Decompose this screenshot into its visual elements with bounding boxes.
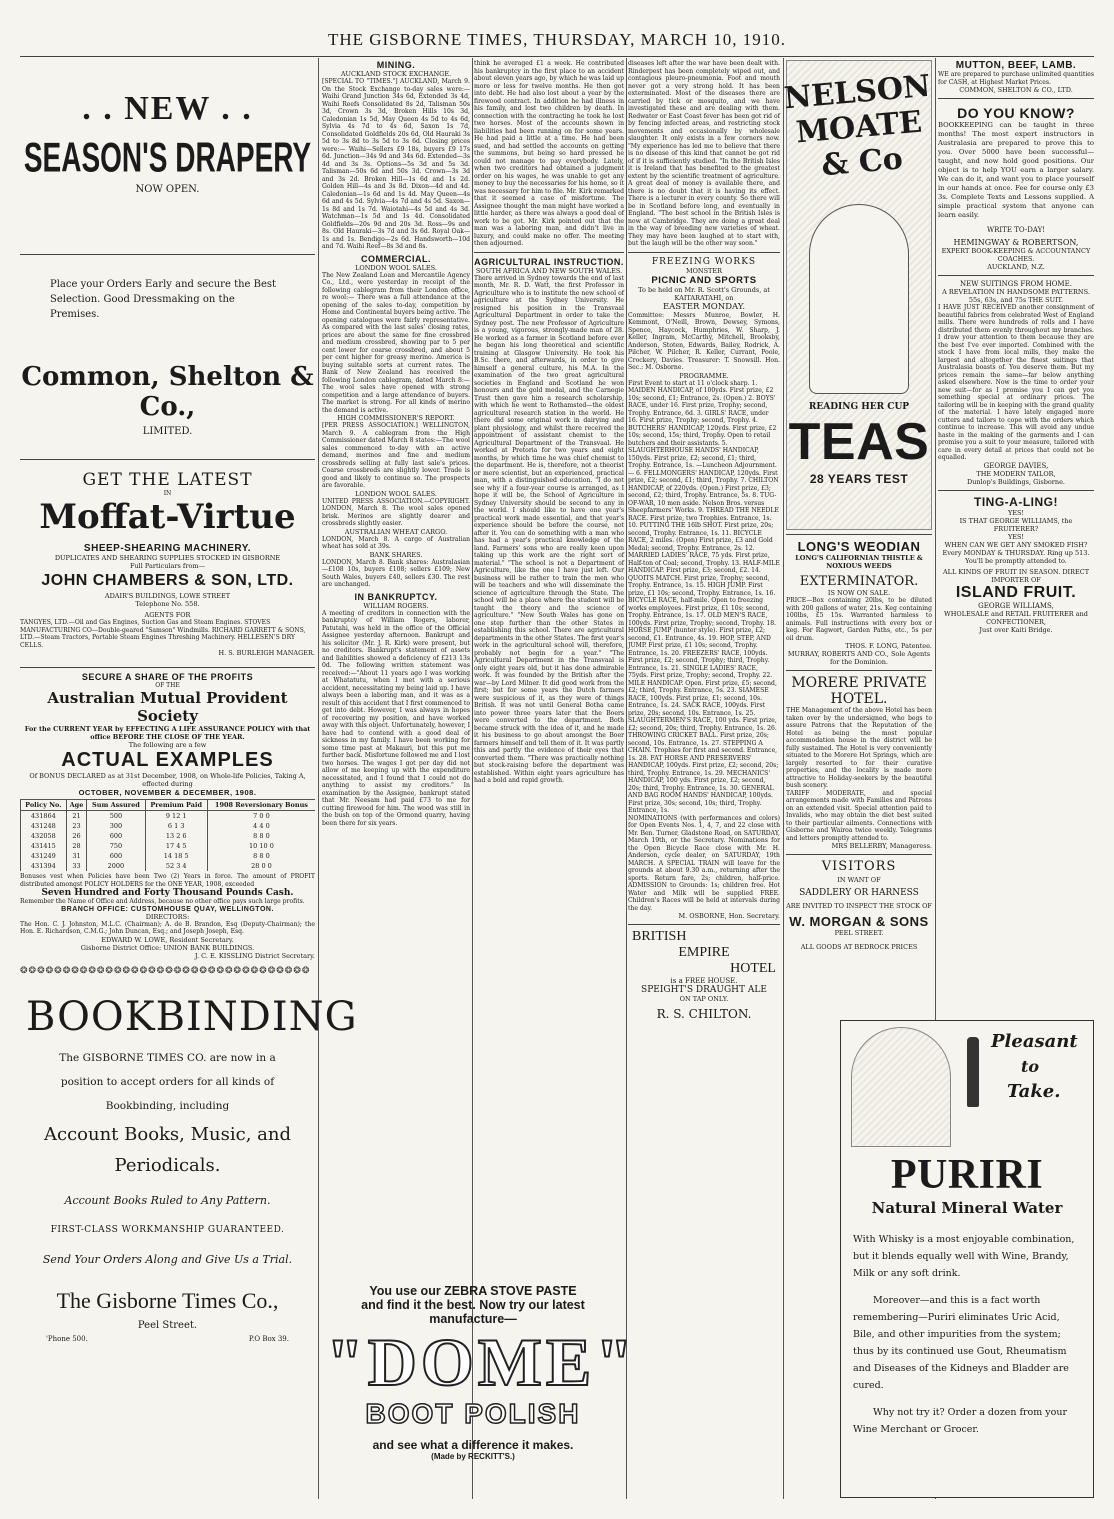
weodian-heading: LONG'S WEODIAN xyxy=(797,539,921,554)
column-4 xyxy=(628,60,780,1499)
amp-table-cell: 750 xyxy=(87,841,145,851)
amp-secure: SECURE A SHARE OF THE PROFITS xyxy=(81,672,254,682)
picnic-ad xyxy=(628,257,780,921)
amp-table-cell: 31 xyxy=(66,851,87,861)
lws-heading: LONDON WOOL SALES. xyxy=(355,489,437,498)
amp-table-cell: 23 xyxy=(66,821,87,831)
dome-logo: "DOME" xyxy=(326,1324,638,1400)
column-2 xyxy=(322,60,470,1259)
empire: EMPIRE xyxy=(678,945,730,960)
bookkeeping-text: BOOKKEEPING can be taught in three months! The most expert instructors in Australasia are prepared to prove this to you. Over 5000 have been successful—taught, and now hold good positions. Our object is to help YOU earn a larger salary. We can do it, and want you to place yourself in our hands at once. Fee for course only £3 3s. Complete Texts and Lessons supplied. A simple practical system that anyone can learn easily. xyxy=(938,121,1094,219)
amp-table-header: Premium Paid xyxy=(145,800,207,811)
common-shelton-ad xyxy=(20,352,315,455)
bookbinding-line: Account Books Ruled to Any Pattern. xyxy=(64,1193,271,1207)
mining-text: [SPECIAL TO "TIMES."] AUCKLAND, March 9. On the Stock Exchange to-day sales were:—Waihi Grand Junction 34s 6d, Extended 3s 4d, Waihi Reefs Consolidated 8s 2d, Talisman 50s 3d, Crown 3s 3d, Broken Hills 10s 3d, Caledonian 1s 5d, May Queen 4s 5d to 4s 6d, Sylvia 4s 7d to 4s 6d, Saxon 1s 7d, Consolidated Goldfields 20s 6d, Old Hauraki 3s 5d to 3s 8d to 3s 5d to 3s 6d. Closing prices were:— Waihi—Sellers £9 18s, buyers £9 17s 6d. Junction—34s 9d and 34s 6d. Extended—3s 4d and 3s 3s. Options—5s 3d and 5s 3d. Talisman—50s 6d and 50s 3d. Crown—3s 3d and 3s 2d. Broken Hill—1s 6d and 1s 2d. Golden Hill—4s and 3s 8d. Dixon—4d and 4d. Caledonian—1s 6d and 1s 4d. May Queen—4s 6d and 4s 5d. Sylvia—4s 7d and 4s 5d. Saxon—1s 8d and 1s 7d. Waiotahi—4s 5d and 4s 3d. Watchman—1s 5d and 1s 4d. Consolidated Goldfields—20s 9d and 20s 3d. Ross—9s and 8s. Old Hauraki—3s 7d and 3s 6d. Royal Oak—1s and 1s. Bendigo—2s 6d. Handsworth—10d and 7d. Waihi Reef—8s 3d and 8s. xyxy=(322,78,470,250)
amp-following: The following are a few xyxy=(128,741,207,749)
amp-directors-label: DIRECTORS: xyxy=(145,912,190,921)
bookbinding-line: Periodicals. xyxy=(114,1154,221,1176)
speights: SPEIGHT'S DRAUGHT ALE xyxy=(641,985,767,995)
drapery-heading: SEASON'S DRAPERY xyxy=(23,134,312,181)
puriri-name: PURIRI xyxy=(890,1152,1044,1198)
rogers-text: A meeting of creditors in connection with the bankruptcy of William Rogers, laborer, Patutahi, was held in the office of the Official Assignee yesterday afternoon. Bankrupt and his solicitor (Mr. J. R. Kirk) were present, but no creditors. Bankrupt's statement of assets and liabilities showed a deficiency of £213 13s 0d. The following written statement was received:—"About 11 years ago I was working at Whatatutu, when I met with a serious accident, necessitating my being laid up. I have always been a laboring man, and it was as a result of this accident that I first commenced to get into debt. However, I was always in hopes of recovering my position, and have worked away with this object. Unfortunately, however, I have had to contend with a good deal of sickness in my family. I have been working for some time past at Makauri, but this put me further back. Misfortune followed me and I lost two horses. The wages I got per day did not allow of me keeping up with the expenditure necessitated, and I found that I could not do anything to assist my creditors." In examination by the Assignee, bankrupt stated that Mr. Neesam had paid £73 to me for cutting firewood for him. The wood was still in the bush on top of the Ormond quarry, having been there for six years. xyxy=(322,609,470,827)
amp-table-row xyxy=(21,851,316,861)
amp-table-cell: 600 xyxy=(87,851,145,861)
bookbinding-company: The Gisborne Times Co., xyxy=(56,1287,279,1313)
mining-heading: MINING. xyxy=(376,60,416,70)
years-test: 28 YEARS TEST xyxy=(809,472,909,486)
amp-table-cell: 9 12 1 xyxy=(145,811,207,822)
yes: YES! xyxy=(1007,508,1025,517)
committee: Committee: Messrs Munroe, Bowler, H. Kemmont, O'Neill, Brown, Dewsey, Symons, Spence, Haycock, Humphries, W. Sharp, J. Keller, Ingram, McCarthy, Mitchell, Brooksby, Anderson, Stoten, Edwards, Bailey, Rodrick, A. Pilcher, W. Pilcher, R. Keller, Currant, Poole, Crockery, Davies. Treasurer: T. Snowsill. Hon. Sec.: M. Osborne. xyxy=(628,311,780,371)
revelation: A REVELATION IN HANDSOME PATTERNS. xyxy=(942,288,1090,296)
amp-table-cell: 26 xyxy=(66,831,87,841)
picnic-heading: PICNIC AND SPORTS xyxy=(651,274,757,286)
weodian-ad xyxy=(786,539,932,666)
moffat-dup: DUPLICATES AND SHEARING SUPPLIES STOCKED IN GISBORNE xyxy=(54,554,281,562)
moffat-agent-list: TANGYES, LTD.—Oil and Gas Engines, Suction Gas and Steam Engines. STOVES MANUFACTURING CO—Double-geared "Samson" Windmills. RICHARD GARRETT & SONS, LTD.—Steam Tractors, Portable Steam Engines Threshing Machinery. HELLESEN'S DRY CELLS. xyxy=(20,619,306,649)
hc-text: [PER PRESS ASSOCIATION.] WELLINGTON, March 9. A cablegram from the High Commissioner dated March 8 states:—The wool sales commenced to-day with an active demand, merinos and fine and medium crossbreds selling at fully last sale's prices. Coarse crossbreds are slightly lower. Trade is good and likely to continue so. The prospects are favorable. xyxy=(322,422,470,489)
rogers-heading: WILLIAM ROGERS. xyxy=(363,601,429,610)
programme: PROGRAMME. xyxy=(679,371,729,380)
column-3 xyxy=(474,60,624,1259)
common-shelton-small: COMMON, SHELTON & CO., LTD. xyxy=(959,86,1073,94)
amp-table-cell: 431248 xyxy=(21,821,67,831)
monster: MONSTER xyxy=(685,266,723,275)
on-tap: ON TAP ONLY. xyxy=(679,995,729,1003)
amp-branch: BRANCH OFFICE: CUSTOMHOUSE QUAY, WELLINGTON. xyxy=(61,905,274,913)
suit-text: I HAVE JUST RECEIVED another consignment of beautiful fabrics from celebrated West of England mills. There were hundreds of rolls and I have distributed them evenly throughout my branches. I draw your attention to them because they are the best I've ever imported. Combined with the stock I have from local mills, they make the largest and altogether the finest suitings that Australasia boasts of. You deserve them. But my prices remain the same—far below anything asked elsewhere. Now is the time to order your new suit—for as I promise you I can get you something special at ordinary prices. The tailoring will be in keeping with the grand quality of the material. I have lately engaged more cutters and tailors to cope with the orders which continue to increase. This will avoid any undue haste in the making of the garments and I can promise you a suit to your measure, tailored with care in every detail at prices that could not be equalled. xyxy=(938,304,1094,461)
island-fruit: ISLAND FRUIT. xyxy=(955,583,1077,601)
amp-table-cell: 13 2 6 xyxy=(145,831,207,841)
all-goods: ALL GOODS AT BEDROCK PRICES xyxy=(800,943,918,951)
moffat-brand: Moffat-Virtue xyxy=(39,497,296,537)
bankruptcy-heading: IN BANKRUPTCY. xyxy=(354,591,438,602)
zebra-line-2: and find it the best. Now try our latest xyxy=(361,1298,585,1312)
amp-table-row xyxy=(21,831,316,841)
moffat-address: ADAIR'S BUILDINGS, LOWE STREET xyxy=(104,592,231,600)
get-latest: GET THE LATEST xyxy=(82,470,253,490)
suit-prices: 55s, 63s, and 75s THE SUIT. xyxy=(968,296,1064,304)
picnic-held: To be held on Mr. R. Scott's Grounds, at KAITARATAHI, on xyxy=(638,285,770,302)
common-shelton-name: Common, Shelton & Co., xyxy=(21,362,314,422)
moffat-ad xyxy=(20,464,315,663)
moffat-full: Full Particulars from— xyxy=(129,562,206,570)
amp-table-cell: 8 8 0 xyxy=(207,851,315,861)
wool-heading: LONDON WOOL SALES. xyxy=(355,263,437,272)
bottle-icon xyxy=(967,1037,979,1107)
zebra-line-4: and see what a difference it makes. xyxy=(372,1438,574,1452)
wool-text: The New Zealand Loan and Mercantile Agency Co., Ltd., were yesterday in receipt of the following cablegram from their London office, re wool:— There was a full attendance at the opening of the sales to-day, competition by Home and Continental buyers being active. The opening catalogues were fairly representative. As compared with the last sales' closing rates, prices are about the same for fine crossbred and medium crossbred, showing par to 5 per cent lower for coarse crossbred, and about 5 per cent higher for greasy merino. America is buying suitable sorts at current rates. The Bank of New Zealand has received the following London cablegram, dated March 8:—The wool sales have opened with strong competition and a large attendance of buyers. The market is strong. For all kinds of merino the demand is active. xyxy=(322,271,470,414)
lady-illustration xyxy=(809,204,909,394)
amp-of-the: OF THE xyxy=(155,682,180,689)
amp-actual: ACTUAL EXAMPLES xyxy=(61,749,274,771)
amp-society: Australian Mutual Provident Society xyxy=(47,689,288,725)
amp-table-header: Age xyxy=(66,800,87,811)
amp-table-cell: 33 xyxy=(66,861,87,871)
morere-text: THE Management of the above Hotel has been taken over by the undersigned, who begs to assure Patrons that the Reputation of the Hotel as being the most popular accommodation house in the district will be fully sustained. The Hotel is very conveniently situated to the Morere Hot Springs, which are largely resorted to for their curative properties, and the locality is made more attractive to Holiday-seekers by the beautiful bush scenery. xyxy=(786,707,932,789)
mutton-heading: MUTTON, BEEF, LAMB. xyxy=(955,60,1077,71)
morere-heading: MORERE PRIVATE HOTEL. xyxy=(791,675,927,707)
nominations: NOMINATIONS (with performances and colors) for Open Events Nos. 1, 4, 7, and 22 close with Mr. Ben. Turner, Gladstone Road, on SATURDAY, March 19th, or the Secretary. Nominations for the Open Bicycle Race close with Mr. H. Anderson, cycle dealer, on SATURDAY, 19th MARCH. A SPECIAL TRAIN will leave for the grounds at about 9.30 a.m., returning after the sports. Return fare, 2s; children, half-price. ADMISSION to Grounds: 1s; children free. Hot Water and Milk will be supplied FREE. Children's Races will be held at intervals during the day. xyxy=(628,814,780,912)
amp-table-header: Policy No. xyxy=(21,800,67,811)
amp-amount: Seven Hundred and Forty Thousand Pounds Cash. xyxy=(41,888,294,898)
amp-table-cell: 431415 xyxy=(21,841,67,851)
take: Take. xyxy=(1007,1081,1061,1102)
amp-table-cell: 500 xyxy=(87,811,145,822)
masthead-rule xyxy=(20,56,1094,57)
amp-table-cell: 7 0 0 xyxy=(207,811,315,822)
bookbinding-ad xyxy=(20,993,358,1343)
hotel: HOTEL xyxy=(730,961,776,976)
now-open: NOW OPEN. xyxy=(135,184,200,195)
agriculture-text: There arrived in Sydney towards the end of last month, Mr. R. D. Watt, the first Professor in Agriculture who is to institute the new school of agriculture at the Sydney University. He resigned his position in the Transvaal Agricultural Department in order to take the Sydney post. The new Professor of Agriculture is a young, vigorous, strongly-made man of 28. He worked as a farmer in Scotland before ever he began his long theoretical and scientific training at Glasgow University. He took his B.Sc. there, and afterwards, in order to give himself a general culture, his M.A. In the examination of the two great agricultural societies in England and Scotland he won honours and the gold medal, and the Carnegie Trust then gave him a research scholarship, with which he went to Rothamsted—the oldest agricultural research station in the world. He there did some original work in dairying and plant physiology, and whilst there received the appointment of assistant chemist to the Agricultural Department of the Transvaal. He worked at Pretoria for two years and eight months, by which time he was chief chemist to the department. He is, therefore, not a theorist or mere scientist, but an experienced, practical man, with a distinguished education. "I do not see why if a four-year course is arranged, as I hope it will be, the School of Agriculture in Sydney University should be second to any in the world. I should like to have one year's practical work made essential, and that year's experience should be before the course, not after it. You can do something with a man who has had a year's practical knowledge of the land. Farmers' sons who are really keen upon taking up this work are the right sort of material." "The school is not a Department of Agriculture, like the one I have just left. Our business will be rather to train the men who will be teachers and who will disseminate the science of agriculture through the State. The school will be a place where the student will be taught the theory and the science of agriculture." "New South Wales has gone on one step further than the other States in establishing this school. There are agricultural departments in the other States. The first year's work in the agricultural school will, therefore, probably not begin for a year." "The Agricultural Department in the Transvaal is only eight years old, but it has done admirable work. It was founded by the British after the war—by Lord Milner. It did good work from the first; but for some years the Dutch farmers were suspicious of it, as they were of things British. It was not until General Botha came into power three years later that the Boers were converted to the department. Both became struck with the idea of it, and he made it his business to go about amongst the Boer farmers himself and tell them of it. It was partly this and partly the evidence of their eyes that converted them. "There was practically nothing but stock-raising before the department was established. Within eight years agriculture has had a bold and rapid growth. xyxy=(474,274,624,784)
do-you-know: DO YOU KNOW? xyxy=(957,105,1075,121)
zebra-line-1: You use our ZEBRA STOVE PASTE xyxy=(369,1284,577,1298)
yes: YES! xyxy=(1007,532,1025,541)
column-6 xyxy=(938,60,1094,999)
amp-table-cell: 431249 xyxy=(21,851,67,861)
moffat-product: SHEEP-SHEARING MACHINERY. xyxy=(83,543,252,554)
wholesale: WHOLESALE and RETAIL FRUITERER and CONFECTIONER, xyxy=(944,609,1088,626)
bookbinding-line: position to accept orders for all kinds of xyxy=(60,1075,275,1088)
amp-table-cell: 600 xyxy=(87,831,145,841)
puriri-ad xyxy=(840,1020,1094,1498)
amp-directors: The Hon. C. J. Johnston, M.L.C. (Chairman); A. de B. Brandon, Esq (Deputy-Chairman); the Hon. E. Richardson, C.M.G.; John Duncan, Esq.; and Joseph Joseph, Esq. xyxy=(20,920,315,935)
moffat-in: IN xyxy=(163,490,172,497)
visitors: VISITORS xyxy=(821,859,897,874)
amp-district: Gisborne District Office: UNION BANK BUILDINGS. xyxy=(80,943,255,952)
auckland: AUCKLAND, N.Z. xyxy=(987,263,1045,271)
amp-kissling: J. C. E. KISSLING District Secretary. xyxy=(194,951,315,960)
exchange-heading: AUCKLAND STOCK EXCHANGE. xyxy=(340,70,452,78)
man-illustration xyxy=(851,1027,951,1147)
amp-table-cell: 431864 xyxy=(21,811,67,822)
drapery-ad xyxy=(20,60,315,250)
amp-examples-table xyxy=(20,799,315,871)
british: BRITISH xyxy=(632,929,687,944)
morgan: W. MORGAN & SONS xyxy=(789,914,929,929)
tailor: THE MODERN TAILOR, xyxy=(976,469,1056,478)
when: WHEN CAN WE GET ANY SMOKED FISH? xyxy=(944,540,1088,549)
puriri-sub: Natural Mineral Water xyxy=(871,1199,1063,1217)
dome-boot-polish-ad xyxy=(326,1284,638,1494)
free-house: is a FREE HOUSE. xyxy=(670,977,738,985)
amp-for: For the CURRENT YEAR by EFFECTING A LIFE ASSURANCE POLICY with that office BEFORE THE CLOSE OF THE YEAR. xyxy=(24,725,311,741)
every: Every MONDAY & THURSDAY. Ring up 513. You'll be promptly attended to. xyxy=(942,548,1090,565)
pleasant: Pleasant xyxy=(991,1031,1078,1052)
amp-table-cell: 52 3 4 xyxy=(145,861,207,871)
puriri-illustration xyxy=(841,1021,1093,1151)
bookbinding-box: P.O Box 39. xyxy=(248,1334,289,1343)
nelson-moate-teas-ad xyxy=(782,60,932,530)
amp-table-row xyxy=(21,861,316,871)
agriculture-heading: AGRICULTURAL INSTRUCTION. xyxy=(474,256,624,267)
lws-text: UNITED PRESS ASSOCIATION.—COPYRIGHT. LONDON, March 8. The wool sales opened brisk. Merinos are slightly dearer and crossbreds slightly easier. xyxy=(322,497,470,527)
column-1 xyxy=(20,60,358,1499)
amp-secretary: EDWARD W. LOWE, Resident Secretary. xyxy=(101,935,234,944)
saddlery: SADDLERY OR HARNESS xyxy=(799,888,919,898)
dunlop: Dunlop's Buildings, Gisborne. xyxy=(967,477,1065,486)
amp-table-cell: 8 8 0 xyxy=(207,831,315,841)
weodian-text: PRICE—Box containing 20lbs, to be diluted with 200 gallons of water, 21s. Keg containing 100lbs, £5 15s. Warranted harmless to animals. Full instructions with every box or keg. For Ragwort, Garden Paths, etc., 5s per oil drum. xyxy=(786,597,932,642)
amp-table-cell: 431394 xyxy=(21,861,67,871)
boot-polish-logo: BOOT POLISH xyxy=(365,1398,581,1429)
awc-text: LONDON, March 8. A cargo of Australian wheat has sold at 39s. xyxy=(322,535,470,550)
coaches: EXPERT BOOK-KEEPING & ACCOUNTANCY COACHES. xyxy=(941,247,1091,263)
fruit: ALL KINDS OF FRUIT IN SEASON. DIRECT IMPORTER OF xyxy=(942,567,1090,584)
events: First Event to start at 11 o'clock sharp. 1. MAIDEN HANDICAP, of 100yds. First prize, £2 10s; second, £1; Entrance, 2s. (Open.) 2. BOYS' RACE, under 16. First prize, Trophy; second, Trophy. Entrance, 6d. 3. GIRLS' RACE, under 16. First prize, Trophy; second, Trophy. 4. BUTCHERS' HANDICAP, 120yds. First prize, £2 10s; second, 15s; third, Trophy. Open to retail butchers and their assistants. 5. SLAUGHTERHOUSE HANDS' HANDICAP, 150yds. First prize, £2; second, £1; third, Trophy. Entrance, 1s. —Luncheon Adjournment.— 6. FELLMONGERS' HANDICAP, 120yds. First prize, £2; second, £1; third, Trophy. 7. CHILTON HANDICAP, of 220yds. (Open.) First prize, £3; second, £2; third, Trophy. Entrance, 5s. 8. TUG-OF-WAR, 10 men aside. Nelson Bros. versus Sheepfarmers' Works. 9. THREAD THE NEEDLE RACE. First prize, two Trophies. Entrance, 1s. 10. PUTTING THE 16lb SHOT. First prize, 20s; second, Trophy. Entrance, 1s. 11. BICYCLE RACE, 2 miles. (Open) First prize, £3 and Gold Medal; second, Trophy. Entrance, 2s. 12. MARRIED LADIES' RACE, 75 yds. First prize, Half-ton of Coal; second, Trophy. 13. HALF-MILE HANDICAP. First prize, £3; second, £2. 14. QUOITS MATCH. First prize, Trophy; second, Trophy. Entrance, 1s. 15. HIGH JUMP. First prize, £1 10s; second, Trophy. Entrance, 1s. 16. BICYCLE RACE, half-mile. Open to freezing works employees. First prize, £1 10s; second, Trophy. Entrance, 1s. 17. OLD MEN'S RACE, 100yds. First prize, Trophy; second, Trophy. 18. HORSE JUMP (hunter style). First prize, £2; second, £1. Entrance, 4s. 19. HOP, STEP, AND JUMP. First prize, £1 10s; second, Trophy. Entrance, 1s. 20. FREEZERS' RACE, 100yds. First prize, £2; second, Trophy; third, Trophy. Entrance, 1s. 21. SINGLE LADIES' RACE, 75yds. First prize, Trophy; second, Trophy. 22. MILE HANDICAP. Open. First prize, £5; second, £2; third, Trophy. Entrance, 5s. 23. SIAMESE RACE, 100yds. First prize, £1; second, 10s. Entrance, 1s. 24. SACK RACE, 100yds. First prize, 20s; second, 10s. Entrance, 1s. 25. SLAUGHTERMEN'S RACE, 100 yds. First prize, £2; second, 20s; third, Trophy. Entrance, 1s. 26. THROWING CRICKET BALL. First prize, 20s; second, 10s. Entrance, 1s. 27. STEPPING A CHAIN. Trophies for first and second. Entrance, 1s. 28. FAT HORSE AND PRESERVERS' HANDICAP, 100yds. First prize, £2; second, 20s; third, Trophy. Entrance, 1s. 29. MECHANICS' HANDICAP, 100 yds. First prize, £2; second, 20s; third, Trophy. Entrance, 1s. 30. GENERAL AND BAG ROOM HANDS' HANDICAP, 100yds. First prize, 30s; second, 10s; third, Trophy. Entrance, 1s. xyxy=(628,379,780,814)
on-sale: IS NOW ON SALE. xyxy=(827,589,891,597)
bellerby: MRS BELLERBY, Manageress. xyxy=(831,842,932,850)
peel: PEEL STREET. xyxy=(834,929,884,937)
in-want: IN WANT OF xyxy=(837,876,881,884)
murray-roberts: MURRAY, ROBERTS AND CO., Sole Agents for the Dominion. xyxy=(787,650,931,666)
bookbinding-line: The GISBORNE TIMES CO. are now in a xyxy=(59,1051,276,1064)
to: to xyxy=(1021,1057,1040,1076)
moffat-phone: Telephone No. 558. xyxy=(135,600,200,608)
bookbinding-line: Account Books, Music, and xyxy=(43,1123,292,1145)
hemingway: HEMINGWAY & ROBERTSON, xyxy=(953,238,1079,247)
hc-heading: HIGH COMMISSIONER'S REPORT. xyxy=(337,414,455,422)
amp-table-row xyxy=(21,841,316,851)
zebra-line-3: manufacture— xyxy=(429,1312,517,1326)
agriculture-sub: SOUTH AFRICA AND NEW SOUTH WALES. xyxy=(475,266,623,275)
puriri-p3: Why not try it? Order a dozen from your Wine Merchant or Grocer. xyxy=(853,1407,1068,1435)
amp-table-row xyxy=(21,811,316,822)
freezing-works: FREEZING WORKS xyxy=(651,256,757,267)
is-that: IS THAT GEORGE WILLIAMS, the FRUITERER? xyxy=(959,516,1073,533)
moffat-firm: JOHN CHAMBERS & SON, LTD. xyxy=(41,572,294,589)
agriculture-continued: diseases left after the war have been dealt with. Rinderpest has been completely wiped out, and contagious pleuro-pneumonia. Foot and mouth never got a very strong hold. It has been exterminated. Most of the diseases there are carried by tick or mosquito, and we have investigated these and are dealing with them. Redwater or East Coast fever has been got rid of by fencing infected areas, and restricting stock movements and occasionally by wholesale slaughter. It only exists in a few corners now. "My experience has led me to believe that there is no disease of this kind that cannot be got rid of if it is sufficiently studied. "In the British Isles it is Ireland that has benefited to the greatest extent by the scientific treatment of agriculture. A great deal of money is available there, and there is no doubt that it is having its effect. There is a lecturer in every county. So there will be in Scotland before long, and eventually in England. "The best school in the British Isles is now at Cambridge. They are doing a great deal in the way of breeding new varieties of wheat. They may have been laughed at to start with, but the laugh will be the other way soon." xyxy=(628,60,780,247)
exterminator: EXTERMINATOR. xyxy=(799,574,919,589)
teas-logo: TEAS xyxy=(788,413,930,471)
amp-table-cell: 2000 xyxy=(87,861,145,871)
amp-table-cell: 6 1 3 xyxy=(145,821,207,831)
amp-ad xyxy=(20,672,315,960)
newspaper-title: THE GISBORNE TIMES, THURSDAY, MARCH 10, 1910. xyxy=(327,30,787,49)
mutton-text: WE are prepared to purchase unlimited quantities for CASH, at Highest Market Prices. xyxy=(938,71,1094,86)
davies: GEORGE DAVIES, xyxy=(983,461,1049,470)
puriri-p2: Moreover—and this is a fact worth remembering—Puriri eliminates Uric Acid, Bile, and other impurities from the system; thus by its continued use Gout, Rheumatism and Diseases of the Kidneys and Bladder are cured. xyxy=(853,1295,1069,1391)
british-empire-hotel-ad xyxy=(628,929,780,1021)
ting-a-ling: TING-A-LING! xyxy=(974,494,1058,509)
column-divider xyxy=(783,58,784,1499)
column-divider xyxy=(626,58,627,1499)
moffat-manager: H. S. BURLEIGH MANAGER. xyxy=(218,649,315,657)
ornamental-border: ❂❂❂❂❂❂❂❂❂❂❂❂❂❂❂❂❂❂❂❂❂❂❂❂❂❂❂❂❂❂❂❂❂❂ xyxy=(20,965,311,976)
easter-monday: EASTER MONDAY. xyxy=(662,301,746,312)
amp-remember: Remember the Name of Office and Address, because no other office pays such large profits. xyxy=(20,898,305,905)
nelson-moate-logo: NELSON MOATE & Co xyxy=(782,68,932,184)
bs-heading: BANK SHARES. xyxy=(369,550,423,559)
bookbinding-phone: 'Phone 500. xyxy=(46,1334,88,1343)
amp-table-row xyxy=(21,821,316,831)
amp-table-header: Sum Assured xyxy=(87,800,145,811)
write-today: WRITE TO-DAY! xyxy=(986,226,1046,234)
bookbinding-line: Bookbinding, including xyxy=(105,1099,230,1112)
bs-text: LONDON, March 8. Bank shares: Australasian—£108 10s, buyers £108; sellers £109; New South Wales, buyers £40, sellers £30. The rest are unchanged. xyxy=(322,558,470,588)
column-divider xyxy=(318,58,319,1499)
amp-note: Bonuses vest when Policies have been Two (2) Years in force. The amount of PROFIT distributed amongst POLICY HOLDERS for the ONE YEAR, 1908, exceeded xyxy=(20,873,315,888)
williams: GEORGE WILLIAMS, xyxy=(978,601,1054,610)
amp-table-cell: 10 10 0 xyxy=(207,841,315,851)
common-shelton-limited: LIMITED. xyxy=(142,426,193,437)
moffat-agents: AGENTS FOR xyxy=(144,611,191,619)
amp-table-cell: 28 0 0 xyxy=(207,861,315,871)
amp-table-cell: 432058 xyxy=(21,831,67,841)
puriri-p1: With Whisky is a most enjoyable combination, but it blends equally well with Wine, Brandy, Milk or any soft drink. xyxy=(853,1234,1075,1279)
morere-ad xyxy=(786,675,932,850)
awc-heading: AUSTRALIAN WHEAT CARGO. xyxy=(344,527,448,536)
invited: ARE INVITED TO INSPECT THE STOCK OF xyxy=(786,902,932,910)
suitings: NEW SUITINGS FROM HOME. xyxy=(960,280,1072,288)
column-divider xyxy=(472,58,473,1499)
morgan-ad xyxy=(786,859,932,951)
chilton: R. S. CHILTON. xyxy=(656,1007,752,1021)
weodian-sub: LONG'S CALIFORNIAN THISTLE & NOXIOUS WEEDS xyxy=(795,554,923,570)
kaiti: Just over Kaiti Bridge. xyxy=(979,625,1053,634)
amp-table-cell: 17 4 5 xyxy=(145,841,207,851)
bookbinding-street: Peel Street. xyxy=(137,1319,198,1331)
amp-table-header: 1908 Reversionary Bonus xyxy=(207,800,315,811)
zebra-line-5: (Made by RECKITT'S.) xyxy=(431,1452,515,1461)
amp-table-cell: 28 xyxy=(66,841,87,851)
amp-table-cell: 4 4 0 xyxy=(207,821,315,831)
osborne: M. OSBORNE, Hon. Secretary. xyxy=(678,912,780,920)
reading-her-cup: READING HER CUP xyxy=(808,402,910,412)
new-heading: . . NEW . . xyxy=(82,90,253,127)
masthead xyxy=(0,0,1114,56)
bookbinding-line: Send Your Orders Along and Give Us a Trial. xyxy=(42,1252,293,1266)
amp-table-cell: 14 18 5 xyxy=(145,851,207,861)
bankruptcy-continued: think he averaged £1 a week. He contributed his bankruptcy in the first place to an accident about eleven years ago, by which he was laid up more or less for twelve months. He then got into debt. He had also lost about a year by the firewood contract. In addition he had illness in his family, and lost two children by death. In connection with the contracting he took he lost two horses. Most of the accounts shown in liabilities had been running on for some years. He had paid a little at a time. He had been sued, and had settled the accounts on getting the summons, but being so hard pressed he could not manage to pay everybody. Lately, when two creditors had obtained a judgment order on his wages, he was unable to get any money to buy the necessaries for his home, so it was necessary for him to file. Mr. Kirk remarked that it seemed a case of misfortune. The Assignee thought the man might have worked a little harder, as there was always a good deal of work to be got. Mr. Kirk pointed out that the man was a laboring man, and didn't live in luxury, and could make no offer. The meeting then adjourned. xyxy=(474,60,624,247)
amp-period: OCTOBER, NOVEMBER & DECEMBER, 1908. xyxy=(78,788,257,797)
bookbinding-title: BOOKBINDING xyxy=(26,993,358,1040)
amp-bonus: Of BONUS DECLARED as at 31st December, 1908, on Whole-life Policies, Taking A, effected during xyxy=(29,772,306,788)
commercial-heading: COMMERCIAL. xyxy=(361,253,431,264)
long-patentee: THOS. F. LONG, Patentee. xyxy=(845,642,932,650)
drapery-body: Place your Orders Early and secure the Best Selection. Good Dressmaking on the Premises. xyxy=(50,279,277,320)
amp-table-cell: 21 xyxy=(66,811,87,822)
tariff: TARIFF MODERATE, and special arrangements made with Families and Patrons on an extended visit. Special attention paid to Invalids, who may obtain the diet best suited to their particular ailments. Connections with Gisborne and Wairoa twice weekly. Telegrams and letters promptly attended to. xyxy=(786,789,932,842)
amp-table-cell: 300 xyxy=(87,821,145,831)
bookbinding-line: FIRST-CLASS WORKMANSHIP GUARANTEED. xyxy=(50,1224,285,1235)
